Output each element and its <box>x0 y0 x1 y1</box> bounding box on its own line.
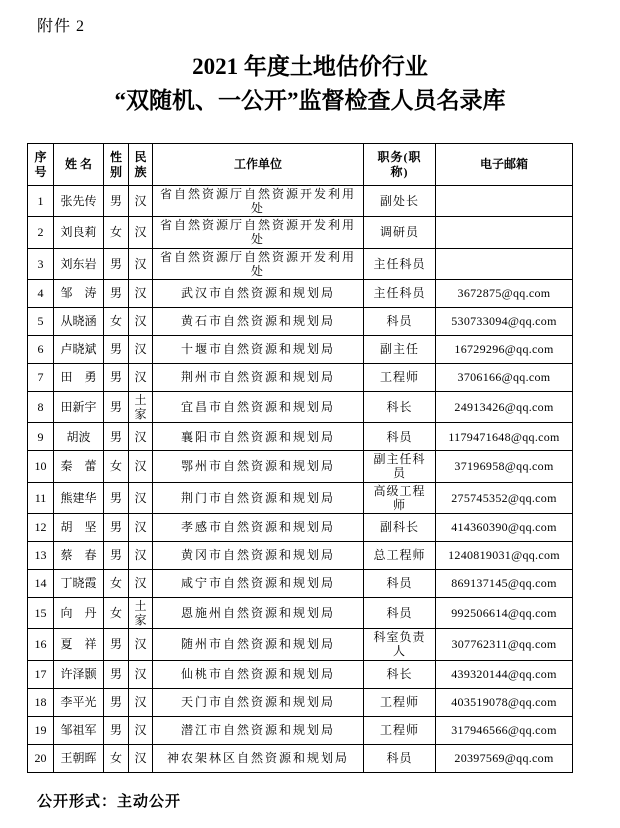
cell-email: 1240819031@qq.com <box>436 541 573 569</box>
cell-email <box>436 217 573 248</box>
cell-ethnicity: 汉 <box>129 688 153 716</box>
header-row <box>28 144 573 186</box>
cell-work-unit: 潜江市自然资源和规划局 <box>153 716 364 744</box>
cell-ethnicity: 汉 <box>129 279 153 307</box>
cell-serial: 10 <box>28 451 54 482</box>
cell-name: 丁晓霞 <box>54 569 104 597</box>
cell-email: 992506614@qq.com <box>436 597 573 628</box>
cell-position: 工程师 <box>364 688 436 716</box>
title-line-2: “双随机、一公开”监督检查人员名录库 <box>114 88 506 113</box>
cell-ethnicity: 汉 <box>129 451 153 482</box>
table-row <box>28 307 573 335</box>
cell-email: 403519078@qq.com <box>436 688 573 716</box>
cell-serial: 18 <box>28 688 54 716</box>
cell-gender: 男 <box>104 716 129 744</box>
cell-serial: 5 <box>28 307 54 335</box>
cell-position: 科长 <box>364 660 436 688</box>
cell-gender: 女 <box>104 569 129 597</box>
table-row <box>28 716 573 744</box>
cell-position: 调研员 <box>364 217 436 248</box>
cell-ethnicity: 汉 <box>129 513 153 541</box>
cell-serial: 14 <box>28 569 54 597</box>
cell-serial: 20 <box>28 744 54 772</box>
cell-serial: 3 <box>28 248 54 279</box>
table-row <box>28 597 573 628</box>
cell-gender: 女 <box>104 597 129 628</box>
cell-name: 熊建华 <box>54 482 104 513</box>
table-row <box>28 423 573 451</box>
cell-ethnicity: 汉 <box>129 423 153 451</box>
table-row <box>28 217 573 248</box>
cell-serial: 15 <box>28 597 54 628</box>
table-row <box>28 660 573 688</box>
cell-ethnicity: 土家 <box>129 391 153 422</box>
table-row <box>28 482 573 513</box>
cell-serial: 17 <box>28 660 54 688</box>
table-row <box>28 279 573 307</box>
cell-work-unit: 省自然资源厅自然资源开发利用处 <box>153 186 364 217</box>
table-row <box>28 451 573 482</box>
cell-gender: 女 <box>104 744 129 772</box>
cell-position: 高级工程师 <box>364 482 436 513</box>
cell-name: 田新宇 <box>54 391 104 422</box>
cell-name: 邹 涛 <box>54 279 104 307</box>
cell-gender: 男 <box>104 335 129 363</box>
cell-name: 卢晓斌 <box>54 335 104 363</box>
cell-email: 275745352@qq.com <box>436 482 573 513</box>
cell-ethnicity: 汉 <box>129 363 153 391</box>
column-header-position: 职务(职称) <box>364 144 436 186</box>
cell-work-unit: 咸宁市自然资源和规划局 <box>153 569 364 597</box>
cell-name: 刘良莉 <box>54 217 104 248</box>
cell-position: 总工程师 <box>364 541 436 569</box>
cell-work-unit: 武汉市自然资源和规划局 <box>153 279 364 307</box>
attachment-label: 附件 2 <box>37 18 86 35</box>
cell-email <box>436 186 573 217</box>
cell-ethnicity: 汉 <box>129 186 153 217</box>
table-row <box>28 688 573 716</box>
cell-work-unit: 鄂州市自然资源和规划局 <box>153 451 364 482</box>
cell-email: 20397569@qq.com <box>436 744 573 772</box>
cell-gender: 男 <box>104 279 129 307</box>
cell-email: 869137145@qq.com <box>436 569 573 597</box>
roster-table-body <box>28 186 573 773</box>
column-header-ethnicity: 民族 <box>129 144 153 186</box>
table-row <box>28 186 573 217</box>
cell-gender: 男 <box>104 391 129 422</box>
cell-work-unit: 孝感市自然资源和规划局 <box>153 513 364 541</box>
cell-ethnicity: 汉 <box>129 335 153 363</box>
cell-name: 胡 坚 <box>54 513 104 541</box>
cell-work-unit: 宜昌市自然资源和规划局 <box>153 391 364 422</box>
cell-position: 副主任科员 <box>364 451 436 482</box>
cell-ethnicity: 汉 <box>129 716 153 744</box>
cell-position: 科员 <box>364 423 436 451</box>
table-row <box>28 335 573 363</box>
document-title <box>0 50 620 118</box>
cell-serial: 16 <box>28 629 54 660</box>
cell-ethnicity: 汉 <box>129 541 153 569</box>
cell-email: 439320144@qq.com <box>436 660 573 688</box>
cell-serial: 7 <box>28 363 54 391</box>
column-header-gender: 性别 <box>104 144 129 186</box>
cell-email: 414360390@qq.com <box>436 513 573 541</box>
cell-work-unit: 省自然资源厅自然资源开发利用处 <box>153 248 364 279</box>
cell-serial: 9 <box>28 423 54 451</box>
cell-work-unit: 黄石市自然资源和规划局 <box>153 307 364 335</box>
cell-serial: 11 <box>28 482 54 513</box>
cell-position: 主任科员 <box>364 279 436 307</box>
cell-name: 许泽颢 <box>54 660 104 688</box>
table-row <box>28 541 573 569</box>
cell-name: 蔡 春 <box>54 541 104 569</box>
cell-serial: 1 <box>28 186 54 217</box>
cell-ethnicity: 汉 <box>129 307 153 335</box>
cell-position: 科长 <box>364 391 436 422</box>
cell-email: 317946566@qq.com <box>436 716 573 744</box>
cell-name: 刘东岩 <box>54 248 104 279</box>
cell-position: 科员 <box>364 744 436 772</box>
cell-gender: 男 <box>104 660 129 688</box>
cell-ethnicity: 汉 <box>129 744 153 772</box>
cell-position: 工程师 <box>364 363 436 391</box>
cell-gender: 男 <box>104 186 129 217</box>
cell-serial: 8 <box>28 391 54 422</box>
cell-position: 副科长 <box>364 513 436 541</box>
cell-position: 科员 <box>364 597 436 628</box>
cell-email: 3706166@qq.com <box>436 363 573 391</box>
cell-position: 副处长 <box>364 186 436 217</box>
column-header-name: 姓 名 <box>54 144 104 186</box>
cell-serial: 2 <box>28 217 54 248</box>
cell-position: 科员 <box>364 569 436 597</box>
cell-email: 37196958@qq.com <box>436 451 573 482</box>
cell-ethnicity: 汉 <box>129 660 153 688</box>
cell-name: 胡波 <box>54 423 104 451</box>
cell-serial: 13 <box>28 541 54 569</box>
cell-work-unit: 襄阳市自然资源和规划局 <box>153 423 364 451</box>
cell-position: 工程师 <box>364 716 436 744</box>
cell-position: 科员 <box>364 307 436 335</box>
cell-email: 1179471648@qq.com <box>436 423 573 451</box>
cell-gender: 男 <box>104 688 129 716</box>
table-row <box>28 363 573 391</box>
table-row <box>28 744 573 772</box>
cell-work-unit: 仙桃市自然资源和规划局 <box>153 660 364 688</box>
cell-serial: 12 <box>28 513 54 541</box>
cell-work-unit: 省自然资源厅自然资源开发利用处 <box>153 217 364 248</box>
column-header-email: 电子邮箱 <box>436 144 573 186</box>
cell-position: 主任科员 <box>364 248 436 279</box>
cell-name: 邹祖军 <box>54 716 104 744</box>
roster-table <box>27 143 573 773</box>
cell-gender: 男 <box>104 629 129 660</box>
cell-gender: 男 <box>104 363 129 391</box>
cell-position: 科室负责人 <box>364 629 436 660</box>
cell-email: 24913426@qq.com <box>436 391 573 422</box>
cell-name: 李平光 <box>54 688 104 716</box>
cell-work-unit: 荆门市自然资源和规划局 <box>153 482 364 513</box>
cell-position: 副主任 <box>364 335 436 363</box>
cell-email <box>436 248 573 279</box>
cell-email: 307762311@qq.com <box>436 629 573 660</box>
cell-email: 3672875@qq.com <box>436 279 573 307</box>
table-row <box>28 569 573 597</box>
cell-work-unit: 随州市自然资源和规划局 <box>153 629 364 660</box>
cell-work-unit: 荆州市自然资源和规划局 <box>153 363 364 391</box>
cell-ethnicity: 汉 <box>129 482 153 513</box>
cell-serial: 6 <box>28 335 54 363</box>
cell-gender: 女 <box>104 451 129 482</box>
cell-gender: 女 <box>104 307 129 335</box>
cell-name: 从晓涵 <box>54 307 104 335</box>
cell-work-unit: 神农架林区自然资源和规划局 <box>153 744 364 772</box>
cell-work-unit: 黄冈市自然资源和规划局 <box>153 541 364 569</box>
cell-name: 王朝晖 <box>54 744 104 772</box>
cell-email: 530733094@qq.com <box>436 307 573 335</box>
table-row <box>28 391 573 422</box>
cell-name: 向 丹 <box>54 597 104 628</box>
title-line-1: 2021 年度土地估价行业 <box>192 54 428 79</box>
cell-name: 张先传 <box>54 186 104 217</box>
cell-gender: 男 <box>104 541 129 569</box>
table-row <box>28 629 573 660</box>
table-row <box>28 248 573 279</box>
cell-ethnicity: 汉 <box>129 217 153 248</box>
cell-email: 16729296@qq.com <box>436 335 573 363</box>
column-header-serial: 序号 <box>28 144 54 186</box>
cell-work-unit: 天门市自然资源和规划局 <box>153 688 364 716</box>
cell-serial: 4 <box>28 279 54 307</box>
cell-ethnicity: 汉 <box>129 629 153 660</box>
cell-work-unit: 十堰市自然资源和规划局 <box>153 335 364 363</box>
cell-gender: 男 <box>104 513 129 541</box>
cell-work-unit: 恩施州自然资源和规划局 <box>153 597 364 628</box>
cell-gender: 女 <box>104 217 129 248</box>
table-row <box>28 513 573 541</box>
cell-serial: 19 <box>28 716 54 744</box>
cell-gender: 男 <box>104 423 129 451</box>
cell-name: 夏 祥 <box>54 629 104 660</box>
cell-ethnicity: 土家 <box>129 597 153 628</box>
publicity-note: 公开形式：主动公开 <box>37 794 182 810</box>
cell-gender: 男 <box>104 482 129 513</box>
column-header-work-unit: 工作单位 <box>153 144 364 186</box>
cell-ethnicity: 汉 <box>129 569 153 597</box>
cell-name: 秦 蕾 <box>54 451 104 482</box>
cell-name: 田 勇 <box>54 363 104 391</box>
cell-ethnicity: 汉 <box>129 248 153 279</box>
cell-gender: 男 <box>104 248 129 279</box>
